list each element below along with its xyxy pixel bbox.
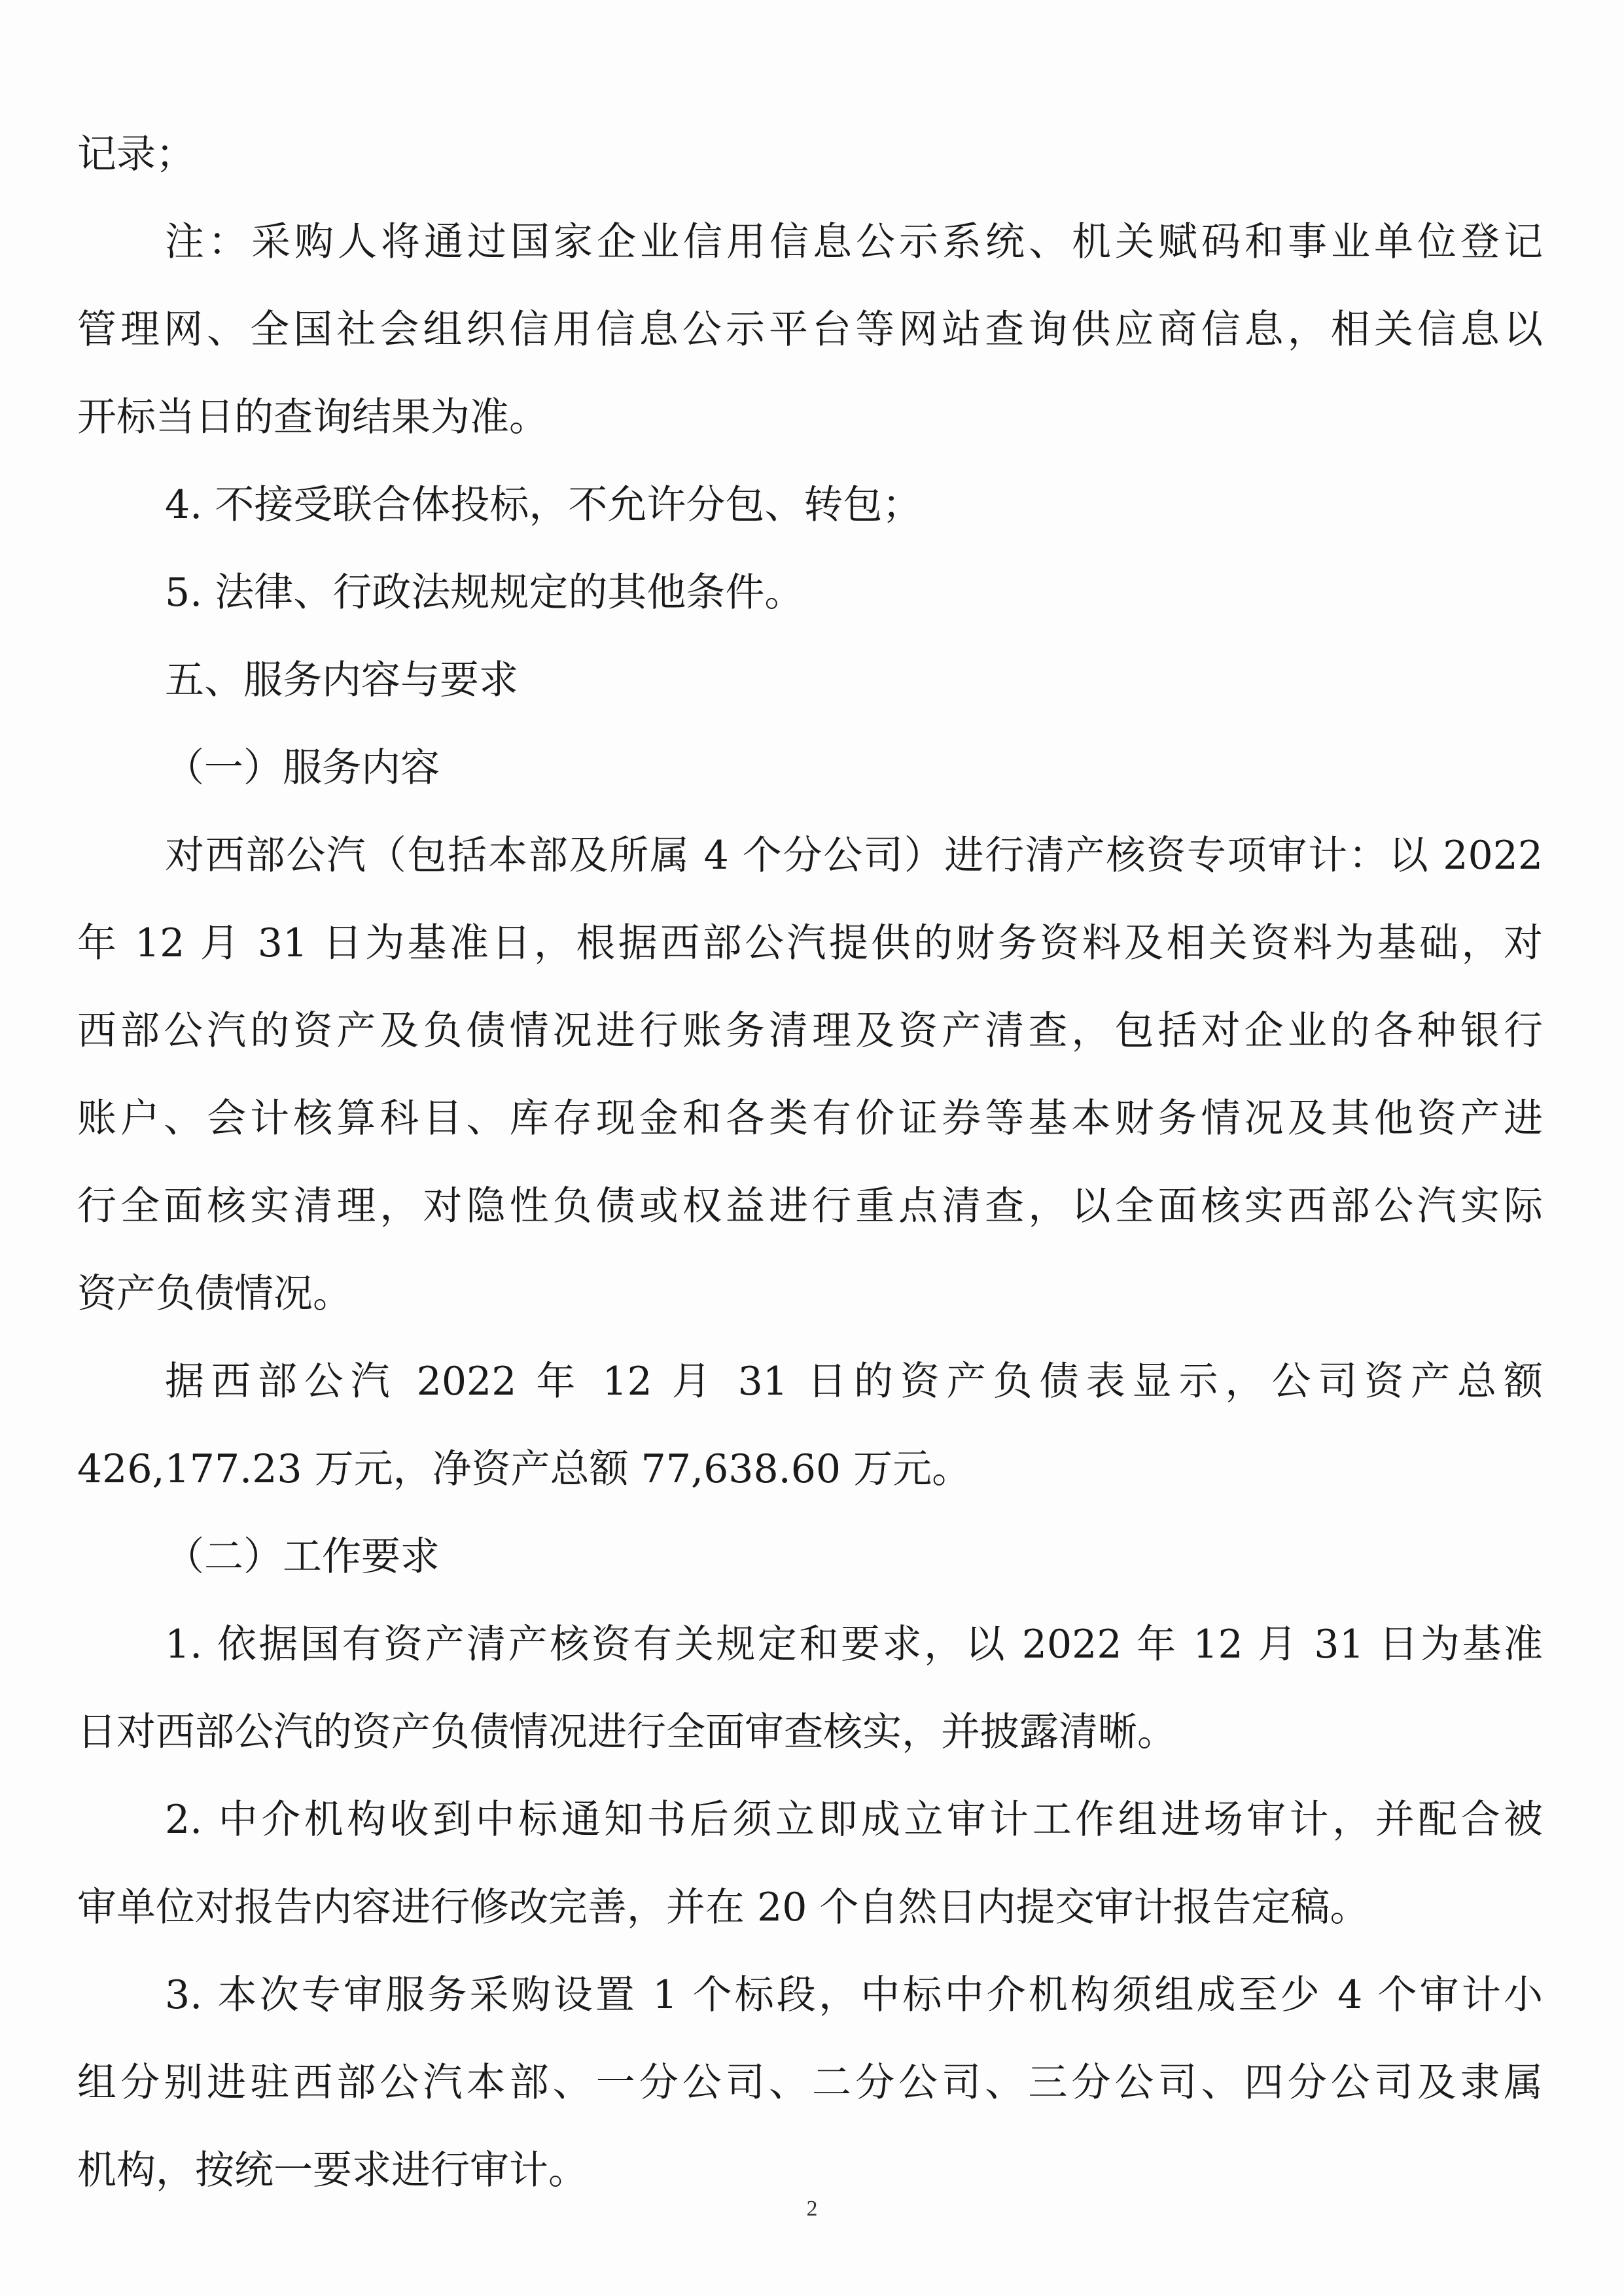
- list-item: 2. 中介机构收到中标通知书后须立即成立审计工作组进场审计，并配合被: [165, 1797, 1543, 1843]
- text-line: 管理网、全国社会组织信用信息公示平台等网站查询供应商信息，相关信息以: [77, 307, 1543, 353]
- text-line: 据西部公汽 2022 年 12 月 31 日的资产负债表显示，公司资产总额: [165, 1359, 1543, 1404]
- text-line: 审单位对报告内容进行修改完善，并在 20 个自然日内提交审计报告定稿。: [77, 1885, 1369, 1930]
- text-line: 行全面核实清理，对隐性负债或权益进行重点清查，以全面核实西部公汽实际: [77, 1183, 1543, 1229]
- text-line: 对西部公汽（包括本部及所属 4 个分公司）进行清产核资专项审计：以 2022: [165, 833, 1543, 878]
- page-number: 2: [806, 2197, 818, 2221]
- list-item: 5. 法律、行政法规规定的其他条件。: [165, 570, 804, 616]
- text-line: 组分别进驻西部公汽本部、一分公司、二分公司、三分公司、四分公司及隶属: [77, 2060, 1543, 2106]
- subsection-heading: （二）工作要求: [165, 1534, 440, 1580]
- text-line: 记录；: [77, 131, 195, 177]
- list-item: 4. 不接受联合体投标，不允许分包、转包；: [165, 482, 922, 528]
- text-line: 账户、会计核算科目、库存现金和各类有价证券等基本财务情况及其他资产进: [77, 1096, 1543, 1141]
- list-item: 3. 本次专审服务采购设置 1 个标段，中标中介机构须组成至少 4 个审计小: [165, 1972, 1543, 2018]
- text-line: 426,177.23 万元，净资产总额 77,638.60 万元。: [77, 1446, 972, 1492]
- text-line: 西部公汽的资产及负债情况进行账务清理及资产清查，包括对企业的各种银行: [77, 1008, 1543, 1054]
- text-line: 注：采购人将通过国家企业信用信息公示系统、机关赋码和事业单位登记: [165, 219, 1543, 265]
- subsection-heading: （一）服务内容: [165, 745, 440, 791]
- list-item: 1. 依据国有资产清产核资有关规定和要求，以 2022 年 12 月 31 日为基准: [165, 1622, 1543, 1667]
- text-line: 机构，按统一要求进行审计。: [77, 2148, 588, 2193]
- text-line: 资产负债情况。: [77, 1271, 352, 1317]
- text-line: 开标当日的查询结果为准。: [77, 394, 548, 440]
- text-line: 日对西部公汽的资产负债情况进行全面审查核实，并披露清晰。: [77, 1709, 1176, 1755]
- text-line: 年 12 月 31 日为基准日，根据西部公汽提供的财务资料及相关资料为基础，对: [77, 920, 1543, 966]
- section-heading: 五、服务内容与要求: [165, 657, 518, 703]
